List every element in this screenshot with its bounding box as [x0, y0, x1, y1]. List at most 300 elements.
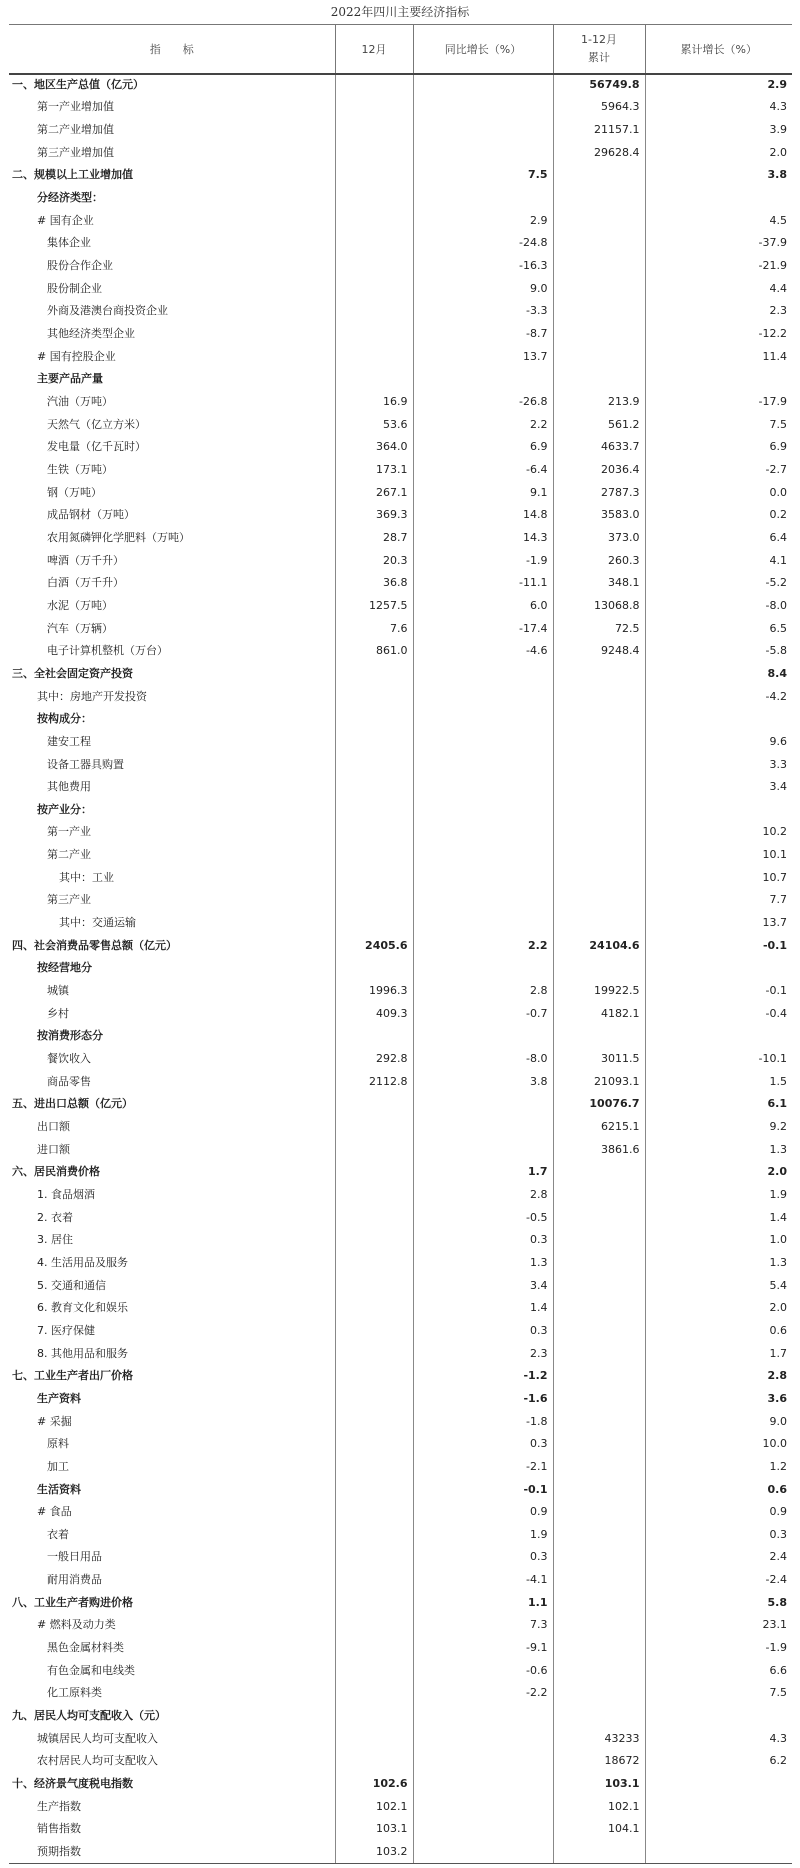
cell-cumulative-growth: 7.5: [645, 1682, 792, 1705]
cell-month: [335, 1546, 413, 1569]
table-row: [9, 1070, 792, 1093]
row-label: 八、工业生产者购进价格: [12, 1595, 133, 1609]
cell-month: [335, 753, 413, 776]
cell-yoy: [413, 1773, 553, 1796]
cell-yoy: 0.3: [413, 1229, 553, 1252]
cell-month: [335, 663, 413, 686]
cell-yoy: [413, 1025, 553, 1048]
cell-cumulative: [553, 323, 645, 346]
cell-cumulative: [553, 1297, 645, 1320]
row-label: 生活资料: [37, 1482, 81, 1496]
cell-month: 2405.6: [335, 934, 413, 957]
cell-month: [335, 1252, 413, 1275]
row-label: 生产指数: [37, 1799, 81, 1813]
row-label: 其他费用: [47, 780, 91, 794]
table-row: [9, 640, 792, 663]
cell-yoy: [413, 368, 553, 391]
cell-cumulative-growth: 10.7: [645, 866, 792, 889]
table-row: [9, 957, 792, 980]
cell-cumulative-growth: 0.6: [645, 1320, 792, 1343]
cell-month: [335, 1456, 413, 1479]
table-row: [9, 685, 792, 708]
table-row: [9, 912, 792, 935]
row-label: 四、社会消费品零售总额（亿元）: [12, 938, 177, 952]
cell-yoy: [413, 957, 553, 980]
row-label: 城镇: [47, 984, 69, 998]
cell-cumulative-growth: -2.7: [645, 459, 792, 482]
cell-cumulative: 9248.4: [553, 640, 645, 663]
cell-cumulative-growth: [645, 708, 792, 731]
table-row: [9, 141, 792, 164]
table-row: [9, 617, 792, 640]
cell-yoy: -6.4: [413, 459, 553, 482]
cell-month: [335, 1229, 413, 1252]
cell-cumulative: [553, 685, 645, 708]
cell-yoy: [413, 844, 553, 867]
cell-month: [335, 957, 413, 980]
cell-yoy: -0.1: [413, 1478, 553, 1501]
cell-yoy: [413, 799, 553, 822]
cell-cumulative-growth: 5.8: [645, 1591, 792, 1614]
cell-cumulative-growth: 8.4: [645, 663, 792, 686]
cell-yoy: [413, 1727, 553, 1750]
cell-month: [335, 1524, 413, 1547]
cell-month: 102.1: [335, 1795, 413, 1818]
cell-cumulative: 3861.6: [553, 1138, 645, 1161]
cell-month: [335, 1727, 413, 1750]
cell-yoy: [413, 821, 553, 844]
header-yoy: 同比增长（%）: [413, 25, 553, 74]
cell-cumulative: 10076.7: [553, 1093, 645, 1116]
cell-month: [335, 345, 413, 368]
cell-yoy: [413, 74, 553, 97]
cell-cumulative: [553, 1410, 645, 1433]
cell-cumulative-growth: 0.9: [645, 1501, 792, 1524]
cell-cumulative: [553, 1388, 645, 1411]
cell-month: [335, 232, 413, 255]
cell-cumulative-growth: [645, 1841, 792, 1864]
row-label: 发电量（亿千瓦时）: [47, 440, 146, 454]
cell-cumulative: 2036.4: [553, 459, 645, 482]
row-label: 建安工程: [47, 734, 91, 748]
cell-yoy: 9.1: [413, 481, 553, 504]
cell-month: [335, 1705, 413, 1728]
cell-cumulative-growth: -2.4: [645, 1569, 792, 1592]
cell-cumulative-growth: 4.3: [645, 1727, 792, 1750]
cell-cumulative: [553, 1025, 645, 1048]
table-row: [9, 413, 792, 436]
table-row: [9, 300, 792, 323]
table-row: [9, 187, 792, 210]
table-row: [9, 459, 792, 482]
row-label: 8. 其他用品和服务: [37, 1346, 128, 1360]
table-row: [9, 1138, 792, 1161]
cell-cumulative-growth: 10.1: [645, 844, 792, 867]
cell-cumulative: 3011.5: [553, 1048, 645, 1071]
cell-cumulative-growth: -10.1: [645, 1048, 792, 1071]
cell-month: 409.3: [335, 1002, 413, 1025]
row-label: 农用氮磷钾化学肥料（万吨）: [47, 530, 190, 544]
cell-month: [335, 1365, 413, 1388]
row-label: 城镇居民人均可支配收入: [37, 1731, 158, 1745]
header-cumulative-label: 累计: [588, 50, 610, 64]
row-label: 2. 衣着: [37, 1210, 73, 1224]
cell-yoy: -17.4: [413, 617, 553, 640]
row-label: 十、经济景气度税电指数: [12, 1777, 133, 1791]
cell-cumulative: [553, 1705, 645, 1728]
row-label: 分经济类型：: [37, 191, 103, 205]
table-row: [9, 1025, 792, 1048]
row-label: 一般日用品: [47, 1550, 102, 1564]
table-row: [9, 1773, 792, 1796]
cell-month: [335, 685, 413, 708]
cell-cumulative-growth: [645, 1025, 792, 1048]
cell-cumulative: 104.1: [553, 1818, 645, 1841]
table-row: [9, 821, 792, 844]
table-row: [9, 436, 792, 459]
cell-cumulative: [553, 1659, 645, 1682]
cell-month: [335, 821, 413, 844]
table-row: [9, 1795, 792, 1818]
table-row: [9, 1297, 792, 1320]
cell-cumulative: 373.0: [553, 527, 645, 550]
row-label: # 国有企业: [37, 213, 94, 227]
cell-month: [335, 1682, 413, 1705]
cell-cumulative-growth: -0.4: [645, 1002, 792, 1025]
cell-cumulative: [553, 1342, 645, 1365]
cell-cumulative-growth: 1.3: [645, 1252, 792, 1275]
header-cumulative-growth: 累计增长（%）: [645, 25, 792, 74]
row-label: 原料: [47, 1437, 69, 1451]
table-row: [9, 799, 792, 822]
table-row: [9, 391, 792, 414]
cell-yoy: [413, 1138, 553, 1161]
table-row: [9, 1682, 792, 1705]
cell-yoy: [413, 1818, 553, 1841]
row-label: 汽车（万辆）: [47, 621, 113, 635]
cell-yoy: [413, 1116, 553, 1139]
cell-cumulative-growth: 0.6: [645, 1478, 792, 1501]
cell-yoy: [413, 1705, 553, 1728]
cell-cumulative: [553, 1682, 645, 1705]
cell-cumulative-growth: 6.1: [645, 1093, 792, 1116]
cell-cumulative: [553, 866, 645, 889]
cell-cumulative: 18672: [553, 1750, 645, 1773]
cell-cumulative-growth: 4.5: [645, 209, 792, 232]
cell-cumulative: [553, 821, 645, 844]
cell-cumulative-growth: 9.6: [645, 731, 792, 754]
cell-cumulative: [553, 368, 645, 391]
cell-cumulative: [553, 1365, 645, 1388]
row-label: 其中：工业: [59, 870, 114, 884]
cell-cumulative-growth: 2.9: [645, 74, 792, 97]
cell-cumulative-growth: [645, 1795, 792, 1818]
row-label: 第一产业: [47, 825, 91, 839]
row-label: 主要产品产量: [37, 372, 103, 386]
cell-yoy: [413, 708, 553, 731]
cell-month: [335, 1614, 413, 1637]
cell-cumulative-growth: [645, 1705, 792, 1728]
cell-yoy: -24.8: [413, 232, 553, 255]
cell-cumulative: [553, 1524, 645, 1547]
cell-yoy: -3.3: [413, 300, 553, 323]
cell-month: [335, 776, 413, 799]
cell-month: [335, 1410, 413, 1433]
table-row: [9, 96, 792, 119]
cell-cumulative-growth: -17.9: [645, 391, 792, 414]
row-label: 有色金属和电线类: [47, 1663, 135, 1677]
table-row: [9, 1388, 792, 1411]
table-row: [9, 1410, 792, 1433]
cell-cumulative-growth: 3.3: [645, 753, 792, 776]
row-label: 其中：交通运输: [59, 916, 136, 930]
cell-yoy: 14.8: [413, 504, 553, 527]
table-row: [9, 1274, 792, 1297]
table-body: [9, 74, 792, 1864]
cell-yoy: 2.2: [413, 934, 553, 957]
table-row: [9, 1524, 792, 1547]
table-row: [9, 527, 792, 550]
cell-month: [335, 1025, 413, 1048]
cell-month: [335, 844, 413, 867]
row-label: 电子计算机整机（万台）: [47, 644, 168, 658]
table-row: [9, 753, 792, 776]
cell-cumulative-growth: 1.3: [645, 1138, 792, 1161]
table-row: [9, 74, 792, 97]
cell-month: [335, 708, 413, 731]
row-label: 第一产业增加值: [37, 100, 114, 114]
cell-month: [335, 1659, 413, 1682]
row-label: 水泥（万吨）: [47, 598, 113, 612]
table-title: 2022年四川主要经济指标: [330, 5, 470, 19]
row-label: # 采掘: [37, 1414, 72, 1428]
table-row: [9, 232, 792, 255]
cell-month: 267.1: [335, 481, 413, 504]
table-row: [9, 934, 792, 957]
cell-month: [335, 1478, 413, 1501]
cell-yoy: [413, 1093, 553, 1116]
row-label: 按消费形态分: [37, 1029, 103, 1043]
cell-cumulative-growth: 5.4: [645, 1274, 792, 1297]
table-row: [9, 1342, 792, 1365]
row-label: # 燃料及动力类: [37, 1618, 116, 1632]
cell-yoy: -4.6: [413, 640, 553, 663]
cell-cumulative: [553, 799, 645, 822]
row-label: 六、居民消费价格: [12, 1165, 100, 1179]
row-label: 汽油（万吨）: [47, 395, 113, 409]
cell-yoy: 1.3: [413, 1252, 553, 1275]
cell-yoy: -26.8: [413, 391, 553, 414]
row-label: 7. 医疗保健: [37, 1323, 95, 1337]
cell-cumulative-growth: 2.3: [645, 300, 792, 323]
row-label: 5. 交通和通信: [37, 1278, 106, 1292]
cell-yoy: 1.4: [413, 1297, 553, 1320]
row-label: 外商及港澳台商投资企业: [47, 304, 168, 318]
cell-cumulative-growth: 3.8: [645, 164, 792, 187]
cell-cumulative: [553, 164, 645, 187]
row-label: 商品零售: [47, 1074, 91, 1088]
cell-month: 369.3: [335, 504, 413, 527]
cell-cumulative: 260.3: [553, 549, 645, 572]
header-indicator: 指 标: [9, 25, 335, 74]
cell-yoy: -0.6: [413, 1659, 553, 1682]
cell-cumulative-growth: 1.2: [645, 1456, 792, 1479]
table-row: [9, 1750, 792, 1773]
cell-cumulative-growth: -0.1: [645, 934, 792, 957]
cell-month: 36.8: [335, 572, 413, 595]
cell-yoy: 2.2: [413, 413, 553, 436]
cell-cumulative: [553, 1433, 645, 1456]
table-row: [9, 1093, 792, 1116]
header-cumulative: [553, 25, 645, 74]
cell-yoy: -2.2: [413, 1682, 553, 1705]
cell-yoy: [413, 119, 553, 142]
cell-cumulative-growth: 6.6: [645, 1659, 792, 1682]
row-label: 乡村: [47, 1006, 69, 1020]
cell-cumulative: 102.1: [553, 1795, 645, 1818]
cell-month: 173.1: [335, 459, 413, 482]
cell-yoy: 2.9: [413, 209, 553, 232]
cell-yoy: 6.0: [413, 595, 553, 618]
cell-cumulative: 4633.7: [553, 436, 645, 459]
cell-yoy: 7.5: [413, 164, 553, 187]
cell-cumulative-growth: 1.5: [645, 1070, 792, 1093]
cell-cumulative-growth: -12.2: [645, 323, 792, 346]
cell-month: [335, 866, 413, 889]
table-row: [9, 1637, 792, 1660]
table-row: [9, 572, 792, 595]
cell-yoy: [413, 1795, 553, 1818]
table-row: [9, 1478, 792, 1501]
row-label: 3. 居住: [37, 1233, 73, 1247]
cell-yoy: 14.3: [413, 527, 553, 550]
row-label: 第三产业增加值: [37, 145, 114, 159]
cell-cumulative-growth: 1.0: [645, 1229, 792, 1252]
cell-cumulative: [553, 1478, 645, 1501]
table-row: [9, 1727, 792, 1750]
cell-yoy: [413, 1841, 553, 1864]
cell-month: 364.0: [335, 436, 413, 459]
table-row: [9, 504, 792, 527]
cell-yoy: 6.9: [413, 436, 553, 459]
header-cumulative-period: 1-12月: [581, 32, 617, 46]
row-label: 加工: [47, 1459, 69, 1473]
cell-cumulative-growth: 23.1: [645, 1614, 792, 1637]
cell-month: [335, 255, 413, 278]
cell-cumulative-growth: 6.9: [645, 436, 792, 459]
table-row: [9, 1161, 792, 1184]
cell-cumulative-growth: [645, 187, 792, 210]
cell-yoy: 0.3: [413, 1546, 553, 1569]
cell-month: [335, 1433, 413, 1456]
table-row: [9, 345, 792, 368]
row-label: 股份合作企业: [47, 259, 113, 273]
row-label: 预期指数: [9, 1841, 335, 1864]
cell-cumulative-growth: 7.7: [645, 889, 792, 912]
cell-yoy: [413, 187, 553, 210]
cell-cumulative-growth: [645, 1818, 792, 1841]
table-row: [9, 866, 792, 889]
cell-cumulative: [553, 1184, 645, 1207]
cell-cumulative-growth: 2.0: [645, 1297, 792, 1320]
cell-cumulative: [553, 1614, 645, 1637]
cell-cumulative-growth: 6.5: [645, 617, 792, 640]
table-row: [9, 1546, 792, 1569]
cell-month: [335, 277, 413, 300]
table-row: [9, 595, 792, 618]
cell-month: 20.3: [335, 549, 413, 572]
row-label: 九、居民人均可支配收入（元）: [12, 1709, 166, 1723]
row-label: 黑色金属材料类: [47, 1641, 124, 1655]
cell-month: 53.6: [335, 413, 413, 436]
cell-month: 1257.5: [335, 595, 413, 618]
row-label: 成品钢材（万吨）: [47, 508, 135, 522]
cell-cumulative: 19922.5: [553, 980, 645, 1003]
cell-cumulative-growth: 2.0: [645, 141, 792, 164]
row-label: 销售指数: [37, 1822, 81, 1836]
row-label: 钢（万吨）: [47, 485, 102, 499]
row-label: 五、进出口总额（亿元）: [12, 1097, 133, 1111]
table-row: [9, 1705, 792, 1728]
cell-yoy: [413, 685, 553, 708]
cell-yoy: -11.1: [413, 572, 553, 595]
cell-month: [335, 1501, 413, 1524]
row-label: 衣着: [47, 1527, 69, 1541]
cell-cumulative: [553, 1456, 645, 1479]
cell-cumulative: [553, 1569, 645, 1592]
cell-cumulative-growth: 4.4: [645, 277, 792, 300]
cell-cumulative: [553, 1546, 645, 1569]
row-label: 白酒（万千升）: [47, 576, 124, 590]
cell-cumulative: 56749.8: [553, 74, 645, 97]
cell-cumulative: [553, 1320, 645, 1343]
cell-cumulative-growth: 0.0: [645, 481, 792, 504]
cell-month: [335, 1093, 413, 1116]
cell-cumulative-growth: [645, 368, 792, 391]
cell-month: [335, 1161, 413, 1184]
cell-cumulative: 29628.4: [553, 141, 645, 164]
cell-yoy: -9.1: [413, 1637, 553, 1660]
cell-yoy: [413, 776, 553, 799]
cell-month: [335, 209, 413, 232]
cell-yoy: -0.7: [413, 1002, 553, 1025]
cell-cumulative-growth: 2.8: [645, 1365, 792, 1388]
cell-month: 7.6: [335, 617, 413, 640]
cell-cumulative-growth: 1.7: [645, 1342, 792, 1365]
cell-month: [335, 323, 413, 346]
table-header-row: [9, 25, 792, 74]
cell-cumulative: [553, 345, 645, 368]
cell-yoy: 0.9: [413, 1501, 553, 1524]
cell-month: 103.2: [335, 1841, 413, 1864]
cell-month: 2112.8: [335, 1070, 413, 1093]
cell-yoy: [413, 141, 553, 164]
cell-yoy: -8.0: [413, 1048, 553, 1071]
cell-month: [335, 119, 413, 142]
cell-cumulative-growth: -0.1: [645, 980, 792, 1003]
table-row: [9, 164, 792, 187]
row-label: 设备工器具购置: [47, 757, 124, 771]
cell-month: 16.9: [335, 391, 413, 414]
cell-cumulative: 2787.3: [553, 481, 645, 504]
cell-yoy: 0.3: [413, 1320, 553, 1343]
cell-month: [335, 1274, 413, 1297]
cell-cumulative: 5964.3: [553, 96, 645, 119]
cell-cumulative: 21093.1: [553, 1070, 645, 1093]
cell-month: 28.7: [335, 527, 413, 550]
row-label: 1. 食品烟酒: [37, 1187, 95, 1201]
cell-cumulative-growth: 6.2: [645, 1750, 792, 1773]
